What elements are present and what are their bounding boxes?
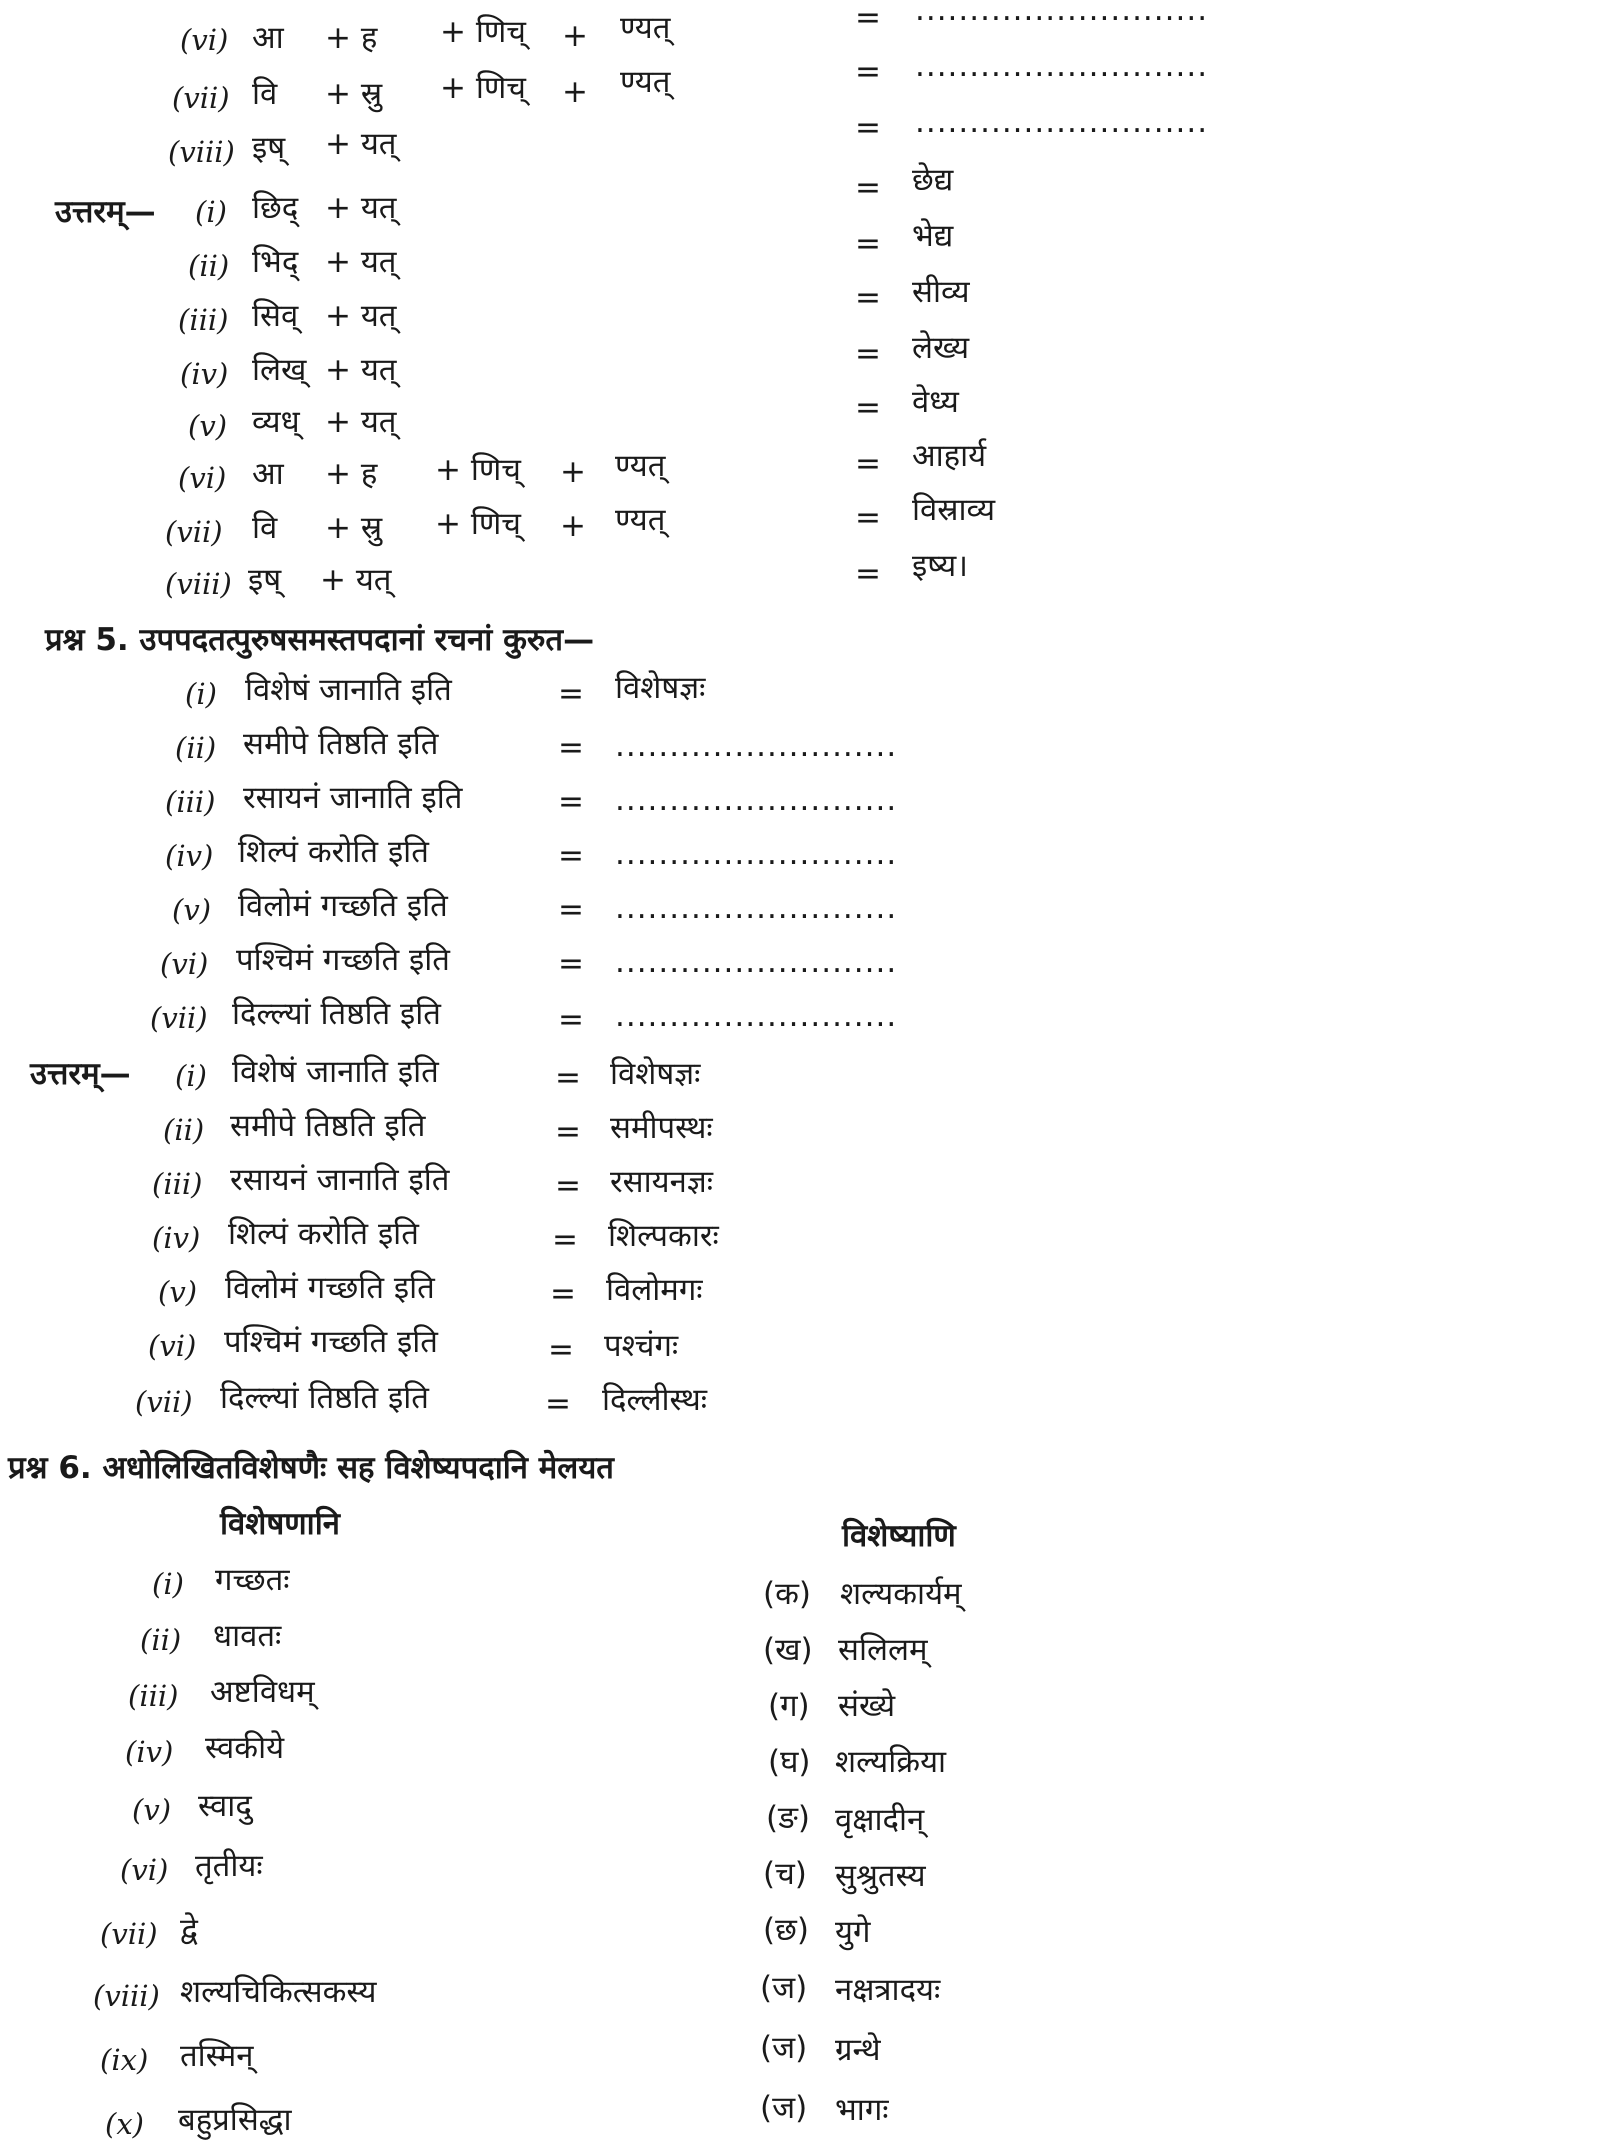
- item-number: (vi): [120, 1853, 169, 1887]
- item-number: (v): [188, 409, 228, 443]
- equals-sign: =: [548, 1332, 574, 1368]
- equals-sign: =: [855, 556, 881, 592]
- q4-part: + यत्: [325, 190, 397, 226]
- item-number: (vii): [165, 515, 223, 549]
- item-letter: (घ): [768, 1744, 811, 1780]
- phrase: विलोमं गच्छति इति: [225, 1270, 435, 1306]
- item-letter: (ङ): [766, 1800, 810, 1836]
- answer-value: विशेषज्ञः: [610, 1056, 701, 1092]
- equals-sign: =: [855, 170, 881, 206]
- answer-value: विशेषज्ञः: [615, 670, 706, 706]
- equals-sign: =: [558, 784, 584, 820]
- item-number: (ii): [175, 731, 217, 765]
- item-letter: (ज): [760, 2090, 808, 2126]
- item-letter: (क): [763, 1576, 811, 1612]
- item-number: (viii): [93, 1979, 160, 2013]
- q4-part: ण्यत्: [620, 64, 671, 100]
- equals-sign: =: [855, 110, 881, 146]
- answer-value: इष्य।: [912, 548, 968, 584]
- answer-value: विलोमगः: [606, 1272, 703, 1308]
- item-number: (vi): [180, 23, 229, 57]
- equals-sign: =: [558, 730, 584, 766]
- phrase: पश्चिमं गच्छति इति: [236, 942, 450, 978]
- equals-sign: =: [855, 280, 881, 316]
- answer-blank: ..........................: [615, 836, 898, 872]
- q4-part: + णिच्: [435, 506, 521, 542]
- item-number: (vi): [160, 947, 209, 981]
- q4-part: +: [562, 18, 588, 54]
- q4-part: +: [560, 454, 586, 490]
- answer-value: वेध्य: [912, 384, 959, 420]
- item-letter: (ज): [760, 1970, 808, 2006]
- answer-value: शिल्पकारः: [608, 1218, 719, 1254]
- item-number: (vii): [135, 1385, 193, 1419]
- item-letter: (ख): [763, 1632, 813, 1668]
- equals-sign: =: [855, 500, 881, 536]
- item-number: (ii): [188, 249, 230, 283]
- equals-sign: =: [558, 946, 584, 982]
- answer-value: दिल्लीस्थः: [602, 1382, 708, 1418]
- item-number: (iii): [165, 785, 216, 819]
- item-number: (ix): [100, 2043, 149, 2077]
- item-letter: (च): [763, 1856, 807, 1892]
- q4-part: वि: [252, 510, 278, 546]
- answer-value: रसायनज्ञः: [610, 1164, 713, 1200]
- phrase: विलोमं गच्छति इति: [238, 888, 448, 924]
- item-number: (iv): [152, 1221, 201, 1255]
- phrase: रसायनं जानाति इति: [230, 1162, 450, 1198]
- equals-sign: =: [558, 1002, 584, 1038]
- equals-sign: =: [855, 336, 881, 372]
- q4-part: + स्रु: [325, 76, 383, 112]
- q4-part: इष्: [248, 562, 282, 598]
- right-column-header: विशेष्याणि: [842, 1518, 956, 1554]
- answer-value: समीपस्थः: [610, 1110, 713, 1146]
- noun: सुश्रुतस्य: [835, 1858, 926, 1894]
- item-number: (vii): [150, 1001, 208, 1035]
- phrase: समीपे तिष्ठति इति: [230, 1108, 426, 1144]
- item-number: (iii): [128, 1679, 179, 1713]
- q4-part: + ह: [325, 20, 378, 56]
- adjective: शल्यचिकित्सकस्य: [180, 1974, 377, 2010]
- adjective: स्वादु: [198, 1788, 252, 1824]
- noun: युगे: [835, 1914, 871, 1950]
- phrase: शिल्पं करोति इति: [228, 1216, 419, 1252]
- answer-blank: ..........................: [615, 998, 898, 1034]
- adjective: धावतः: [213, 1618, 282, 1654]
- phrase: समीपे तिष्ठति इति: [243, 726, 439, 762]
- item-number: (iv): [180, 357, 229, 391]
- q4-part: वि: [252, 76, 278, 112]
- q4-part: छिद्: [252, 190, 299, 226]
- adjective: तस्मिन्: [180, 2038, 254, 2074]
- q4-part: +: [560, 508, 586, 544]
- noun: शल्यक्रिया: [835, 1744, 947, 1780]
- phrase: दिल्ल्यां तिष्ठति इति: [220, 1380, 429, 1416]
- q4-part: आ: [252, 456, 284, 492]
- q4-part: + यत्: [325, 404, 397, 440]
- item-number: (v): [172, 893, 212, 927]
- answer-blank: ..........................: [615, 728, 898, 764]
- phrase: दिल्ल्यां तिष्ठति इति: [232, 996, 441, 1032]
- answer-blank: ..........................: [615, 782, 898, 818]
- answer-label: उत्तरम्—: [55, 194, 156, 230]
- item-number: (iv): [165, 839, 214, 873]
- noun: ग्रन्थे: [835, 2032, 881, 2068]
- q4-part: ण्यत्: [615, 502, 666, 538]
- answer-value: सीव्य: [912, 274, 970, 310]
- item-number: (i): [185, 677, 217, 711]
- equals-sign: =: [558, 838, 584, 874]
- equals-sign: =: [855, 54, 881, 90]
- q4-part: + णिच्: [440, 70, 526, 106]
- equals-sign: =: [855, 0, 881, 36]
- item-letter: (ज): [760, 2030, 808, 2066]
- item-number: (viii): [168, 135, 235, 169]
- equals-sign: =: [552, 1222, 578, 1258]
- adjective: अष्टविधम्: [210, 1674, 315, 1710]
- answer-label: उत्तरम्—: [30, 1056, 131, 1092]
- item-letter: (ग): [768, 1688, 810, 1724]
- item-number: (iii): [152, 1167, 203, 1201]
- q4-part: + ह: [325, 456, 378, 492]
- q4-part: + णिच्: [440, 14, 526, 50]
- answer-value: आहार्य: [912, 438, 987, 474]
- phrase: पश्चिमं गच्छति इति: [224, 1324, 438, 1360]
- q4-part: ण्यत्: [615, 448, 666, 484]
- q4-part: सिव्: [252, 298, 299, 334]
- item-number: (i): [175, 1059, 207, 1093]
- q4-part: भिद्: [252, 244, 299, 280]
- q4-part: + यत्: [320, 562, 392, 598]
- equals-sign: =: [555, 1114, 581, 1150]
- answer-blank: ...........................: [915, 104, 1209, 140]
- answer-value: छेद्य: [912, 162, 954, 198]
- q4-part: व्यध्: [252, 404, 300, 440]
- item-number: (v): [158, 1275, 198, 1309]
- answer-value: विस्राव्य: [912, 492, 996, 528]
- item-number: (vii): [172, 81, 230, 115]
- item-number: (viii): [165, 567, 232, 601]
- left-column-header: विशेषणानि: [220, 1506, 340, 1542]
- equals-sign: =: [545, 1386, 571, 1422]
- noun: नक्षत्रादयः: [835, 1972, 941, 2008]
- adjective: तृतीयः: [195, 1848, 263, 1884]
- item-number: (vii): [100, 1917, 158, 1951]
- item-letter: (छ): [763, 1912, 809, 1948]
- item-number: (v): [132, 1793, 172, 1827]
- equals-sign: =: [558, 676, 584, 712]
- item-number: (vi): [148, 1329, 197, 1363]
- adjective: स्वकीये: [205, 1730, 285, 1766]
- item-number: (vi): [178, 461, 227, 495]
- noun: संख्ये: [838, 1688, 896, 1724]
- answer-value: भेद्य: [912, 218, 954, 254]
- q4-part: + यत्: [325, 352, 397, 388]
- answer-blank: ...........................: [915, 48, 1209, 84]
- q4-part: + यत्: [325, 126, 397, 162]
- adjective: द्वे: [180, 1912, 198, 1948]
- equals-sign: =: [555, 1168, 581, 1204]
- question-6-heading: प्रश्न 6. अधोलिखितविशेषणैः सह विशेष्यपदानि मेलयत: [8, 1450, 614, 1486]
- equals-sign: =: [855, 226, 881, 262]
- noun: शल्यकार्यम्: [840, 1576, 962, 1612]
- question-5-heading: प्रश्न 5. उपपदतत्पुरुषसमस्तपदानां रचनां कुरुत—: [45, 622, 595, 658]
- answer-value: लेख्य: [912, 330, 970, 366]
- answer-blank: ..........................: [615, 890, 898, 926]
- q4-part: लिख्: [252, 352, 307, 388]
- q4-part: + यत्: [325, 298, 397, 334]
- q4-part: +: [562, 74, 588, 110]
- answer-value: पश्चंगः: [604, 1328, 679, 1364]
- item-number: (ii): [163, 1113, 205, 1147]
- equals-sign: =: [555, 1060, 581, 1096]
- q4-part: + णिच्: [435, 452, 521, 488]
- answer-blank: ..........................: [615, 944, 898, 980]
- item-number: (iv): [125, 1735, 174, 1769]
- noun: वृक्षादीन्: [835, 1802, 925, 1838]
- q4-part: आ: [252, 20, 284, 56]
- item-number: (i): [195, 195, 227, 229]
- phrase: विशेषं जानाति इति: [232, 1054, 439, 1090]
- item-number: (ii): [140, 1623, 182, 1657]
- q4-part: + यत्: [325, 244, 397, 280]
- phrase: शिल्पं करोति इति: [238, 834, 429, 870]
- phrase: विशेषं जानाति इति: [245, 672, 452, 708]
- item-number: (i): [152, 1567, 184, 1601]
- equals-sign: =: [550, 1276, 576, 1312]
- adjective: बहुप्रसिद्धा: [178, 2102, 292, 2138]
- equals-sign: =: [855, 446, 881, 482]
- answer-blank: ...........................: [915, 0, 1209, 28]
- equals-sign: =: [855, 390, 881, 426]
- q4-part: ण्यत्: [620, 10, 671, 46]
- q4-part: इष्: [252, 130, 286, 166]
- equals-sign: =: [558, 892, 584, 928]
- q4-part: + स्रु: [325, 510, 383, 546]
- noun: भागः: [835, 2092, 889, 2128]
- item-number: (iii): [178, 303, 229, 337]
- noun: सलिलम्: [838, 1632, 928, 1668]
- item-number: (x): [105, 2107, 144, 2141]
- phrase: रसायनं जानाति इति: [243, 780, 463, 816]
- adjective: गच्छतः: [215, 1562, 290, 1598]
